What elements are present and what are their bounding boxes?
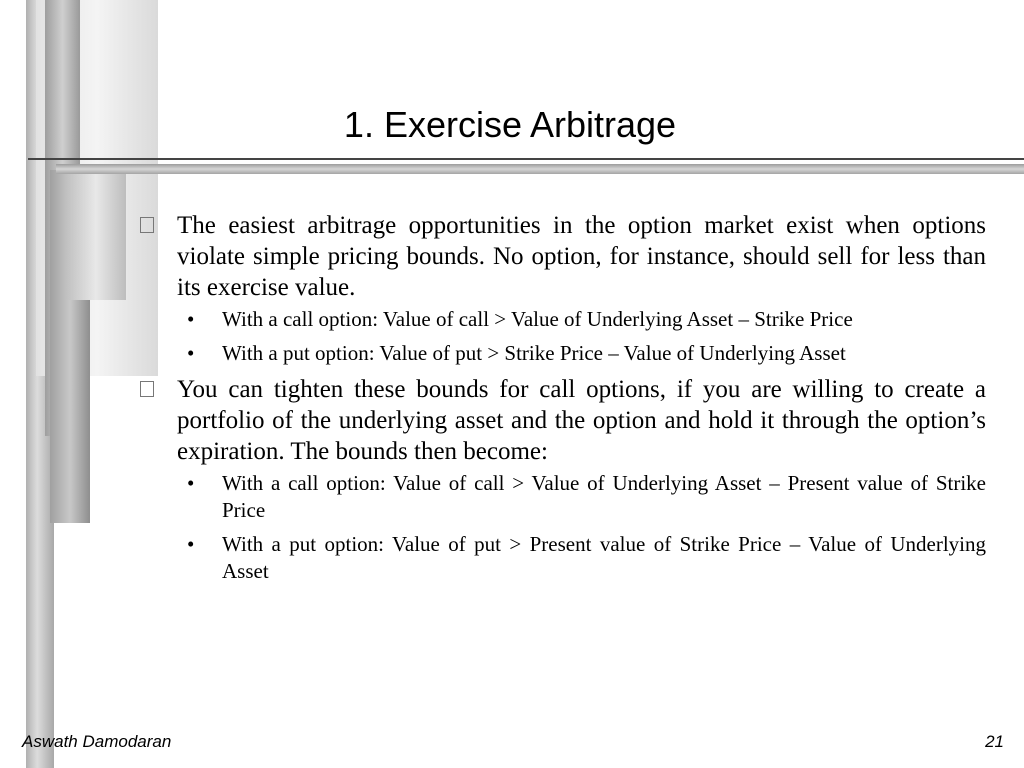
bullet-square-icon — [140, 217, 154, 233]
bullet-text: You can tighten these bounds for call options, if you are willing to create a portfolio of the underlying asset and the option and hold it through the option’s expiration. The bounds then become: — [177, 376, 986, 465]
sub-bullet-item — [140, 306, 986, 333]
decorative-bar — [66, 170, 126, 300]
sub-bullet-text: With a put option: Value of put > Present value of Strike Price – Value of Underlying Asset — [222, 532, 986, 583]
bullet-text: The easiest arbitrage opportunities in the option market exist when options violate simple pricing bounds. No option, for instance, should sell for less than its exercise value. — [177, 212, 986, 301]
footer-page-number: 21 — [985, 732, 1004, 751]
bullet-square-icon — [140, 381, 154, 397]
bullet-dot-icon: • — [187, 471, 195, 495]
sub-bullet-text: With a call option: Value of call > Value of Underlying Asset – Strike Price — [222, 307, 853, 331]
slide-content — [140, 210, 986, 592]
bullet-item — [140, 374, 986, 467]
sub-bullet-item — [140, 531, 986, 585]
sub-bullet-item — [140, 470, 986, 524]
bullet-dot-icon: • — [187, 307, 195, 331]
bullet-item — [140, 210, 986, 303]
bullet-dot-icon: • — [187, 532, 195, 556]
slide-title: 1. Exercise Arbitrage — [343, 104, 677, 145]
sub-bullet-text: With a call option: Value of call > Value of Underlying Asset – Present value of Strike Price — [222, 471, 986, 522]
sub-bullet-text: With a put option: Value of put > Strike Price – Value of Underlying Asset — [222, 341, 846, 365]
bullet-dot-icon: • — [187, 341, 195, 365]
sub-bullet-item — [140, 340, 986, 367]
footer-author: Aswath Damodaran — [22, 732, 172, 751]
title-divider-bar — [56, 164, 1024, 174]
title-divider-line — [28, 158, 1024, 160]
